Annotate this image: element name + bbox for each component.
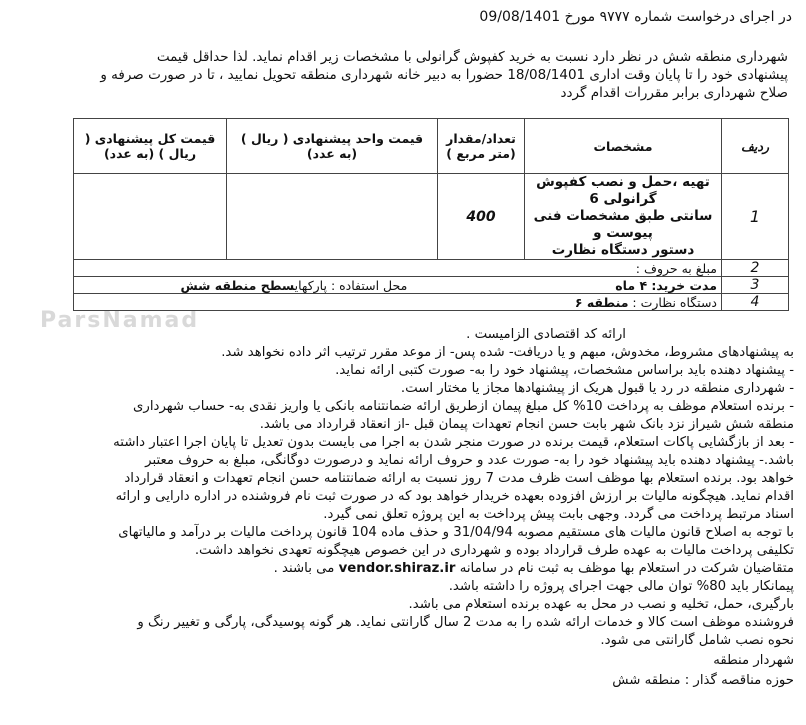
specification-table [73, 118, 789, 311]
item-row-number: 1 [722, 174, 789, 260]
condition-line: - شهرداری منطقه در رد یا قبول هریک از پیشنهادها مجاز یا مختار است. [400, 381, 794, 396]
condition-line: به پیشنهادهای مشروط، مخدوش، مبهم و یا دریافت- شده پس- از موعد مقرر ترتیب اثر داده نخواهد شد. [221, 345, 794, 360]
table-row [74, 260, 789, 277]
item-description-line: دستور دستگاه نظارت [551, 242, 695, 258]
condition-line: اقدام نماید. هیچگونه مالیات بر ارزش افزوده بعهده خریدار خواهد بود که در صورت ثبت نام فروشنده در اداره دارایی و ارائه [115, 489, 794, 504]
header-specification: مشخصات [525, 119, 722, 174]
condition-line: منطقه شش شیراز نزد بانک شهر بابت حسن انجام تعهدات پیمان قبل -از انعقاد قرارداد می باشد. [259, 417, 794, 432]
item-unit-price-cell[interactable] [227, 174, 438, 260]
place-of-use-value: سطح منطقه شش [180, 277, 295, 293]
place-of-use-label: محل استفاده : پارکهای [294, 277, 408, 293]
row-number: 4 [722, 294, 789, 311]
supervisor-label: دستگاه نظارت : [632, 294, 717, 310]
header-quantity: تعداد/مقدار (متر مربع ) [438, 119, 525, 174]
supervisor [74, 294, 722, 311]
condition-line: ارائه کد اقتصادی الزامیست . [466, 327, 626, 342]
purchase-duration: مدت خرید: ۴ ماه [615, 277, 717, 293]
row-number: 3 [722, 277, 789, 294]
signature-title: شهردار منطقه [713, 653, 794, 668]
supervisor-value: منطقه ۶ [574, 294, 629, 310]
intro-line-2: پیشنهادی خود را تا پایان وقت اداری 18/08/1401 حضورا به دبیر خانه شهرداری منطقه تحویل نمایید ، تا در صورت صرفه و [100, 67, 788, 83]
item-total-price-cell[interactable] [74, 174, 227, 260]
intro-line-1: شهرداری منطقه شش در نظر دارد نسبت به خرید کفپوش گرانولی با مشخصات زیر اقدام نماید. لذا حداقل قیمت [156, 49, 788, 65]
item-description [525, 174, 722, 260]
header-row-number: ردیف [722, 119, 789, 174]
table-row [74, 277, 789, 294]
registration-text: متقاضیان شرکت در استعلام بها موظف به ثبت نام در سامانه [455, 561, 794, 576]
condition-line: - پیشنهاد دهنده باید براساس مشخصات، پیشنهاد خود را به- صورت کتبی ارائه نماید. [335, 363, 794, 378]
header-total-price: قیمت کل پیشنهادی ( ریال ) (به عدد) [74, 119, 227, 174]
row-number: 2 [722, 260, 789, 277]
item-description-line: سانتی طبق مشخصات فنی پیوست و [533, 208, 713, 241]
item-description-line: تهیه ،حمل و نصب کفپوش گرانولی 6 [536, 174, 710, 207]
condition-line: اسناد مرتبط پرداخت می گردد. وجهی بابت پیش پرداخت به این پروژه تعلق نمی گیرد. [323, 507, 794, 522]
watermark-logo: ParsNamad [40, 308, 200, 333]
condition-line: باشد.- پیشنهاد دهنده باید پیشنهاد خود را به- صورت عدد و حروف ارائه نماید و درصورت دوگانگی، مبلغ به حروف معتبر [145, 453, 794, 468]
condition-line: نحوه نصب شامل گارانتی می شود. [600, 633, 794, 648]
condition-line: فروشنده موظف است کالا و خدمات ارائه شده را به مدت 2 سال گارانتی نماید. هر گونه پوسیدگی، پارگی و تغییر رنگ و [137, 615, 794, 630]
registration-text-end: می باشند . [273, 561, 339, 576]
condition-line: با توجه به اصلاح قانون مالیات های مستقیم مصوبه 31/04/94 و حذف ماده 104 قانون پرداخت مالیات بر درآمد و مالیاتهای [118, 525, 794, 540]
intro-line-3: صلاح شهرداری برابر مقررات اقدام گردد [560, 85, 788, 101]
condition-line: تکلیفی پرداخت مالیات به عهده طرف قرارداد بوده و شهرداری در این خصوص هیچگونه تعهدی نخواهد داشت. [194, 543, 794, 558]
condition-line: پیمانکار باید 80% توان مالی جهت اجرای پروژه را داشته باشد. [448, 579, 794, 594]
condition-line: خواهد بود. برنده استعلام بها موظف است ظرف مدت 7 روز نسبت به ارائه ضمانتنامه حسن انجام تعهدات و انعقاد قرارداد [124, 471, 794, 486]
condition-line: - برنده استعلام موظف به پرداخت 10% کل مبلغ پیمان ازطریق ارائه ضمانتنامه بانکی یا واریز نقدی به- حساب شهرداری [133, 399, 794, 414]
vendor-portal-link[interactable]: vendor.shiraz.ir [338, 561, 456, 576]
condition-line [274, 560, 794, 578]
table-row [74, 294, 789, 311]
item-quantity: 400 [438, 174, 525, 260]
tender-authority: حوزه مناقصه گذار : منطقه شش [612, 673, 794, 688]
header-unit-price: قیمت واحد پیشنهادی ( ریال ) (به عدد) [227, 119, 438, 174]
table-row [74, 174, 789, 260]
duration-and-place [74, 277, 722, 294]
condition-line: - بعد از بازگشایی پاکات استعلام، قیمت برنده در صورت منجر شدن به اجرا می بایست بدون تعدیل تا پایان اجرا اعتبار داشته [113, 435, 794, 450]
amount-in-words[interactable]: مبلغ به حروف : [74, 260, 722, 277]
request-title: در اجرای درخواست شماره ۹۷۷۷ مورخ 09/08/1401 [479, 9, 792, 25]
table-header-row [74, 119, 789, 174]
condition-line: بارگیری، حمل، تخلیه و نصب در محل به عهده برنده استعلام می باشد. [408, 597, 794, 612]
